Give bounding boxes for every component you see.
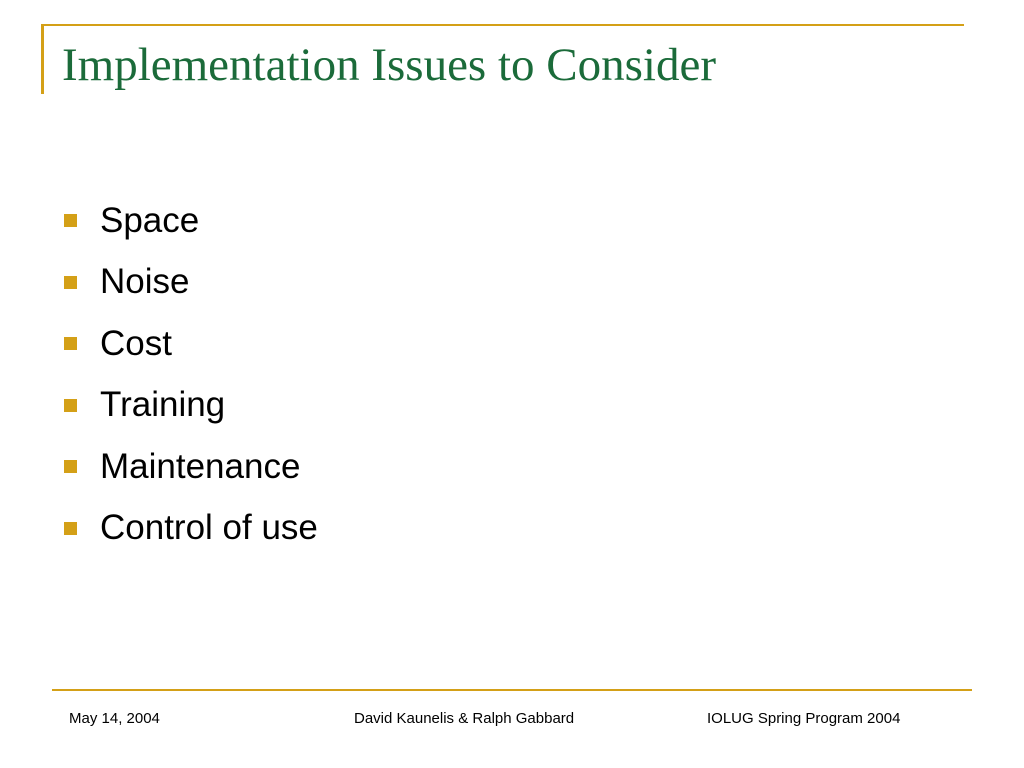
bullet-list <box>62 190 318 559</box>
bullet-item-control-of-use <box>62 498 318 560</box>
footer-authors: David Kaunelis & Ralph Gabbard <box>354 710 575 727</box>
bullet-text: Noise <box>100 262 190 302</box>
bullet-item-cost <box>62 313 318 375</box>
bullet-item-noise <box>62 252 318 314</box>
square-bullet-icon <box>64 337 77 350</box>
square-bullet-icon <box>64 522 77 535</box>
square-bullet-icon <box>64 460 77 473</box>
square-bullet-icon <box>64 399 77 412</box>
bullet-text: Training <box>100 385 226 425</box>
top-accent-line <box>41 24 964 26</box>
bullet-item-training <box>62 375 318 437</box>
square-bullet-icon <box>64 214 77 227</box>
bullet-text: Space <box>100 200 200 240</box>
square-bullet-icon <box>64 276 77 289</box>
footer-event: IOLUG Spring Program 2004 <box>707 710 901 727</box>
bullet-item-space <box>62 190 318 252</box>
left-accent-line <box>41 24 44 94</box>
bullet-item-maintenance <box>62 436 318 498</box>
bullet-text: Maintenance <box>100 446 301 486</box>
footer-date: May 14, 2004 <box>69 710 160 727</box>
footer-divider <box>52 689 972 691</box>
bullet-text: Control of use <box>100 508 318 548</box>
bullet-text: Cost <box>100 323 172 363</box>
slide-title: Implementation Issues to Consider <box>62 39 716 91</box>
